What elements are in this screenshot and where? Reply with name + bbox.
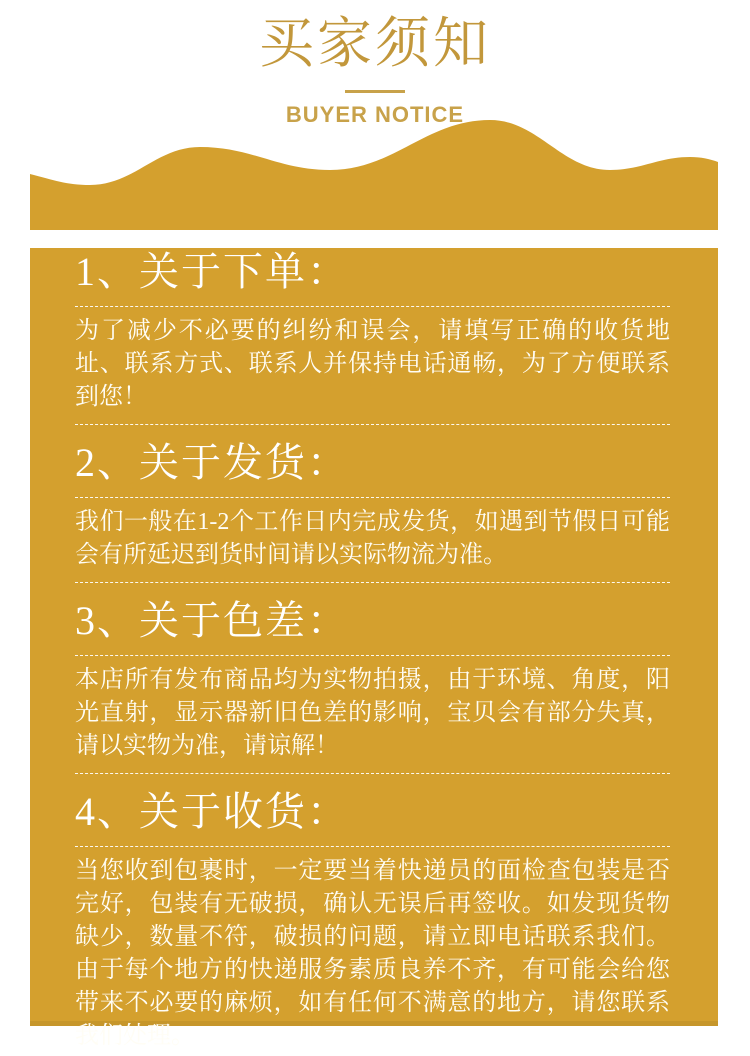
section-heading: 1、关于下单： bbox=[75, 249, 349, 294]
section-heading: 2、关于发货： bbox=[75, 440, 349, 485]
page-header bbox=[0, 0, 750, 128]
section-ordering bbox=[75, 248, 670, 425]
notice-content bbox=[30, 248, 718, 1049]
section-shipping bbox=[75, 439, 670, 583]
gold-notice-panel bbox=[30, 100, 718, 1049]
section-heading: 4、关于收货： bbox=[75, 789, 349, 834]
section-heading: 3、关于色差： bbox=[75, 598, 349, 643]
section-body: 当您收到包裹时，一定要当着快递员的面检查包装是否完好，包装有无破损，确认无误后再签收。如发现货物缺少，数量不符，破损的问题，请立即电话联系我们。由于每个地方的快递服务素质良养不齐，有可能会给您带来不必要的麻烦，如有任何不满意的地方，请您联系我们处理。 bbox=[75, 846, 670, 1056]
page-subtitle: BUYER NOTICE bbox=[285, 102, 465, 127]
page-title: 买家须知 bbox=[258, 13, 491, 74]
section-body: 本店所有发布商品均为实物拍摄，由于环境、角度，阳光直射，显示器新旧色差的影响，宝贝会有部分失真，请以实物为准，请谅解！ bbox=[75, 655, 670, 774]
title-divider bbox=[345, 90, 405, 93]
section-body: 我们一般在1-2个工作日内完成发货，如遇到节假日可能会有所延迟到货时间请以实际物流为准。 bbox=[75, 497, 670, 583]
section-color-difference bbox=[75, 597, 670, 774]
section-body: 为了减少不必要的纠纷和误会，请填写正确的收货地址、联系方式、联系人并保持电话通畅，为了方便联系到您！ bbox=[75, 306, 670, 425]
section-receiving bbox=[75, 788, 670, 1056]
